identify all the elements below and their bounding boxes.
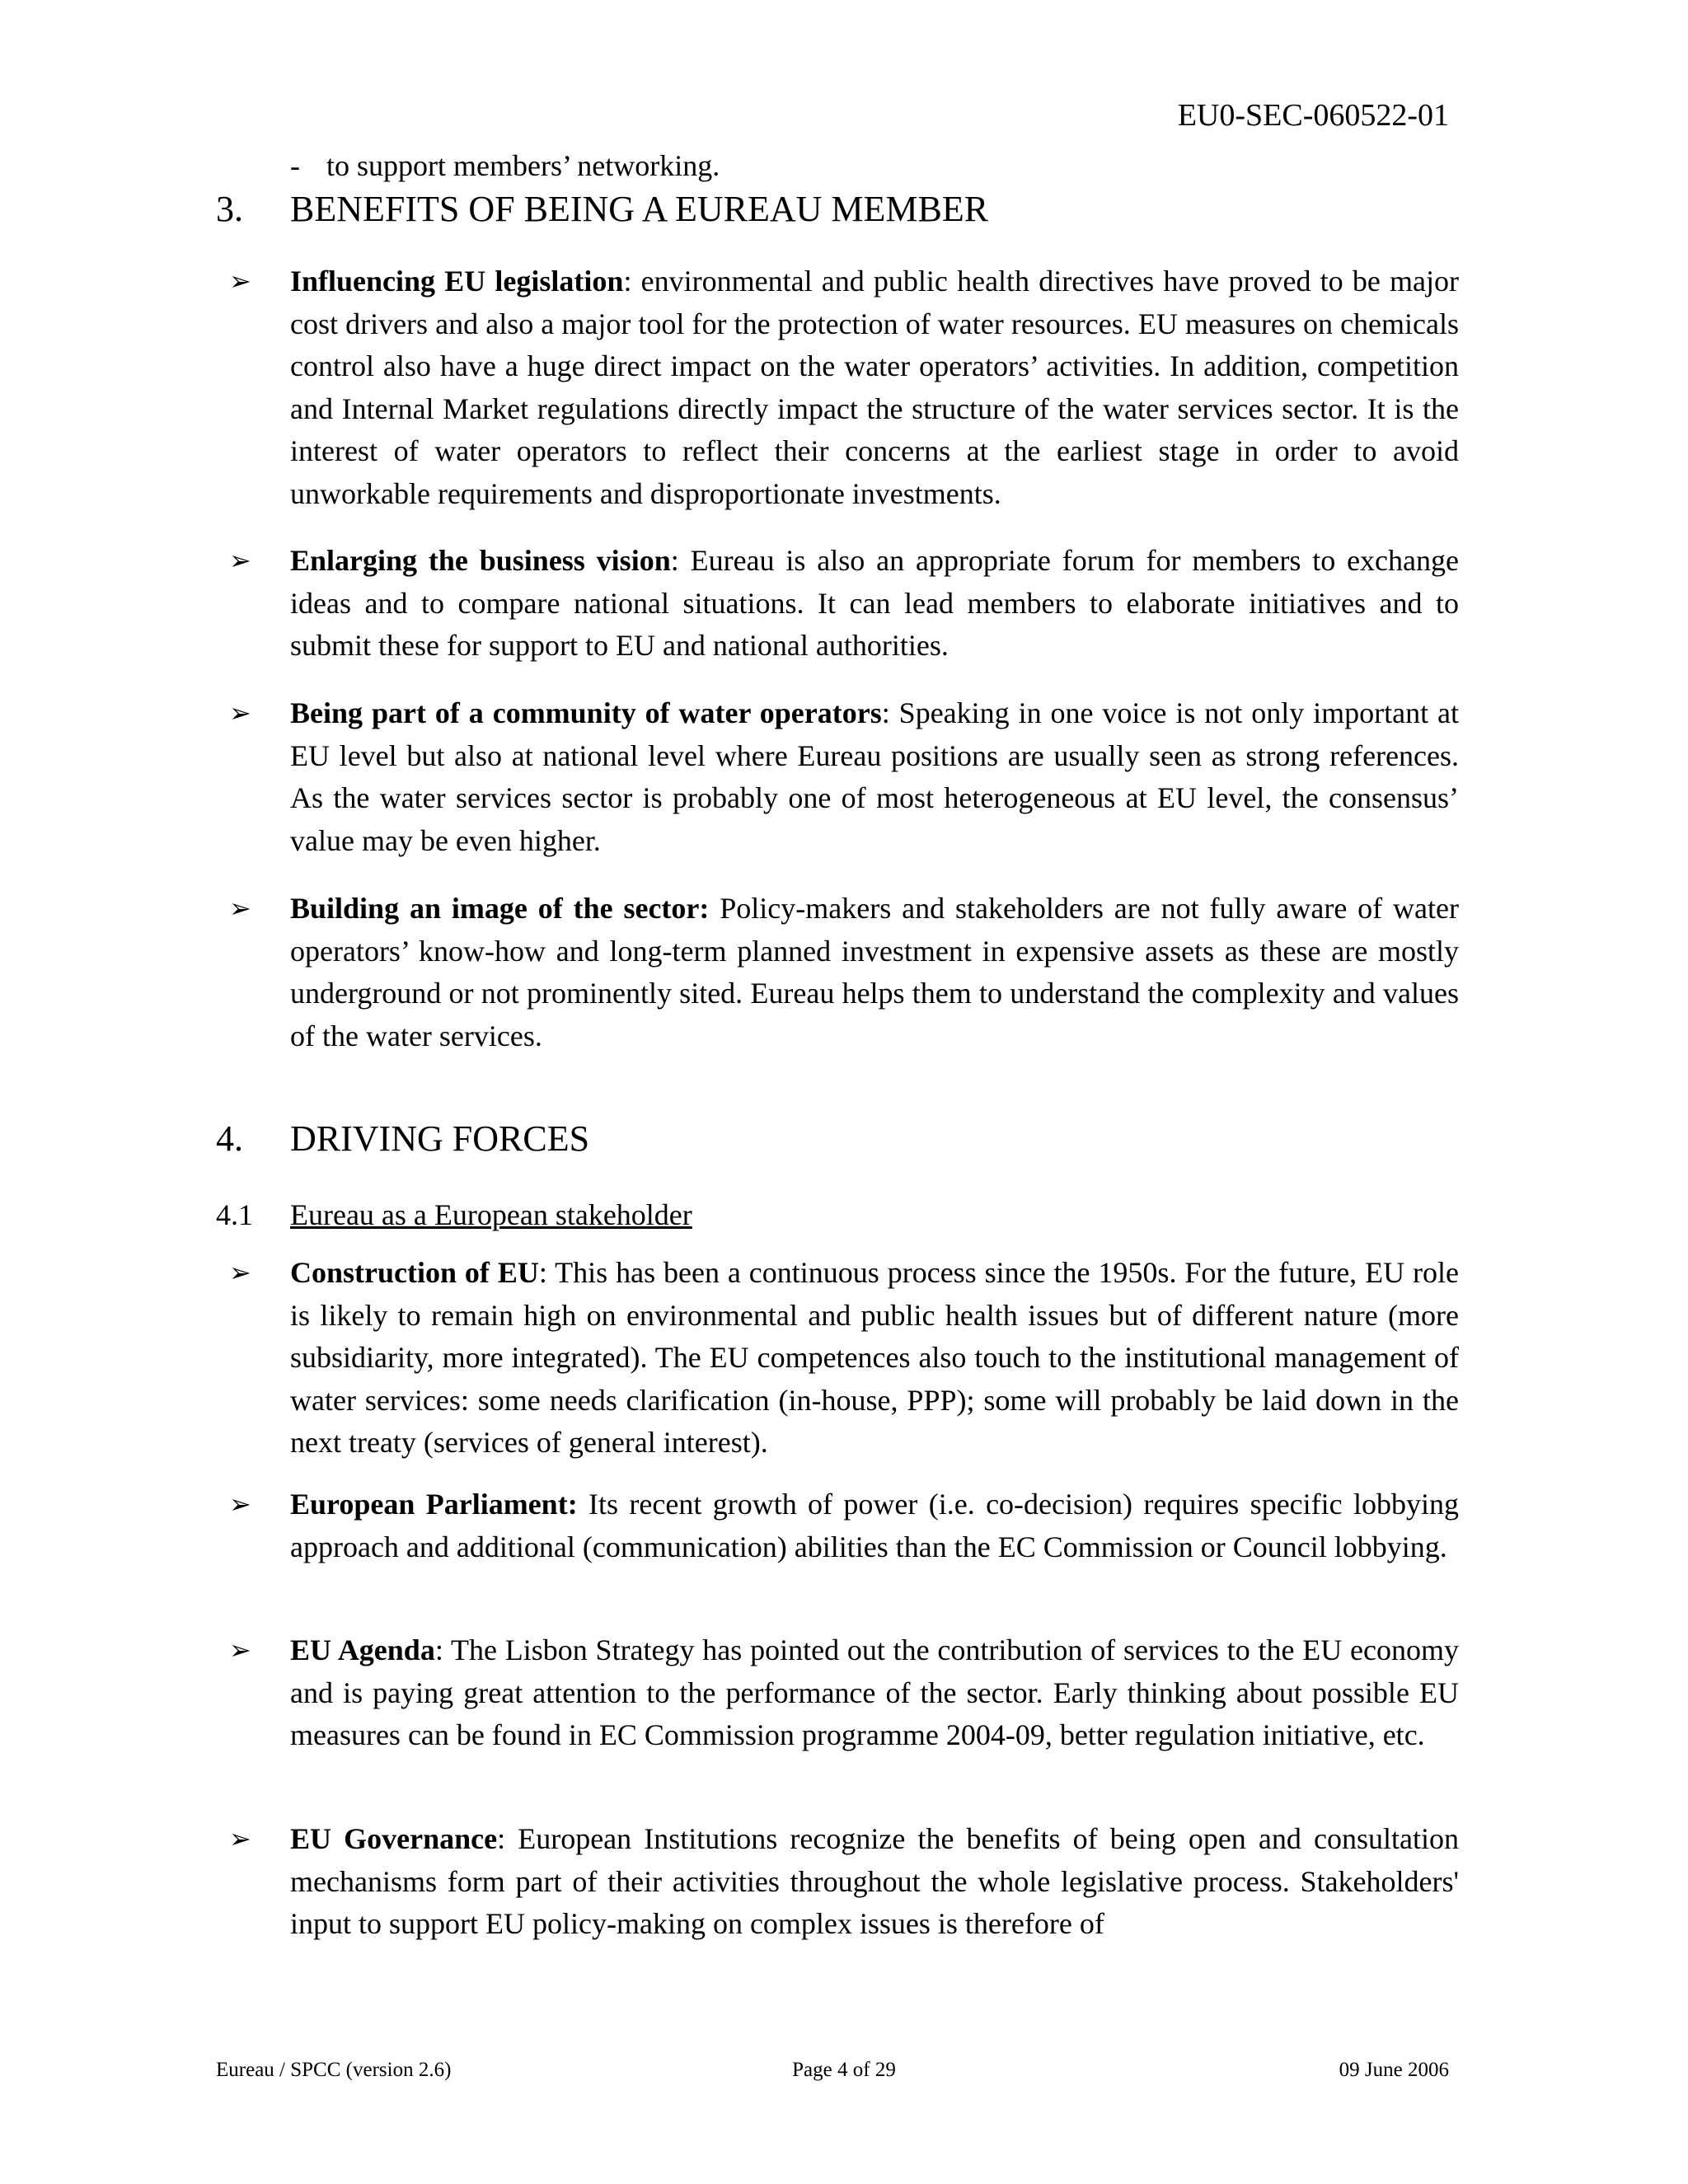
arrow-bullet-icon: ➢ (229, 1823, 251, 1854)
arrow-bullet-icon: ➢ (229, 893, 251, 924)
bullet-community-of-water-operators (229, 692, 1459, 862)
bullet-influencing-eu-legislation (229, 260, 1459, 515)
bullet-body (290, 260, 1459, 515)
footer-version: Eureau / SPCC (version 2.6) (216, 2059, 452, 2081)
bullet-separator: : (881, 696, 890, 729)
bullet-separator: : (538, 1256, 547, 1289)
intro-list-text: to support members’ networking. (326, 149, 720, 182)
bullet-term: Enlarging the business vision (290, 544, 671, 577)
bullet-separator: : (670, 544, 679, 577)
bullet-eu-governance (229, 1818, 1459, 1946)
bullet-enlarging-business-vision (229, 540, 1459, 668)
bullet-separator: : (434, 1633, 443, 1666)
section-3-heading (216, 188, 988, 230)
arrow-bullet-icon: ➢ (229, 697, 251, 729)
subsection-number: 4.1 (216, 1198, 253, 1231)
section-title: BENEFITS OF BEING A EUREAU MEMBER (290, 189, 989, 229)
section-number: 4. (216, 1118, 243, 1159)
bullet-term: EU Agenda (290, 1633, 435, 1666)
bullet-body (290, 1252, 1459, 1465)
bullet-construction-of-eu (229, 1252, 1459, 1465)
bullet-term: Construction of EU (290, 1256, 539, 1289)
subsection-4-1-heading (216, 1197, 692, 1232)
intro-list-item (290, 148, 720, 183)
bullet-text: Speaking in one voice is not only important at EU level but also at national level where Eureau positions are usually seen as strong references. As the water services sector is probably one of most heterogeneous at EU level, the consensus’ value may be even higher. (290, 696, 1460, 857)
bullet-separator: : (623, 265, 632, 298)
bullet-term: European Parliament: (290, 1488, 578, 1521)
bullet-body (290, 1818, 1459, 1946)
bullet-separator: : (497, 1822, 506, 1855)
bullet-term: EU Governance (290, 1822, 498, 1855)
arrow-bullet-icon: ➢ (229, 545, 251, 576)
bullet-text: Policy-makers and stakeholders are not fully aware of water operators’ know-how and long-term planned investment in expensive assets as these are mostly underground or not prominently sited. Eureau helps them to understand the complexity and values of the water services. (290, 892, 1459, 1052)
bullet-eu-agenda (229, 1629, 1459, 1757)
bullet-term: Building an image of the sector: (290, 892, 710, 925)
document-reference: EU0-SEC-060522-01 (1177, 98, 1449, 133)
bullet-body (290, 1629, 1459, 1757)
bullet-text: This has been a continuous process since the 1950s. For the future, EU role is likely to remain high on environmental and public health issues but of different nature (more subsidiarity, more integrated). The EU competences also touch to the institutional management of water services: some needs clarification (in-house, PPP); some will probably be laid down in the next treaty (services of general interest). (290, 1256, 1459, 1459)
section-4-heading (216, 1118, 589, 1160)
footer-page-number: Page 4 of 29 (792, 2059, 896, 2081)
footer-date: 09 June 2006 (1339, 2059, 1449, 2081)
bullet-text: European Institutions recognize the benefits of being open and consultation mechanisms form part of their activities throughout the whole legislative process. Stakeholders' input to support EU policy-making on complex issues is therefore of (290, 1822, 1459, 1940)
bullet-body (290, 540, 1459, 668)
section-number: 3. (216, 189, 243, 229)
bullet-text: Its recent growth of power (i.e. co-decision) requires specific lobbying approach and additional (communication) abilities than the EC Commission or Council lobbying. (290, 1488, 1459, 1563)
section-title: DRIVING FORCES (290, 1118, 590, 1159)
arrow-bullet-icon: ➢ (229, 1257, 251, 1288)
arrow-bullet-icon: ➢ (229, 1634, 251, 1666)
bullet-term: Influencing EU legislation (290, 265, 624, 298)
bullet-term: Being part of a community of water operators (290, 696, 882, 729)
bullet-body (290, 888, 1459, 1057)
bullet-building-image-of-sector (229, 888, 1459, 1057)
subsection-title: Eureau as a European stakeholder (290, 1198, 692, 1231)
arrow-bullet-icon: ➢ (229, 265, 251, 297)
arrow-bullet-icon: ➢ (229, 1488, 251, 1520)
bullet-european-parliament (229, 1483, 1459, 1568)
dash-marker: - (290, 149, 300, 182)
bullet-text: The Lisbon Strategy has pointed out the contribution of services to the EU economy and is paying great attention to the performance of the sector. Early thinking about possible EU measures can be found in EC Commission programme 2004-09, better regulation initiative, etc. (290, 1633, 1459, 1751)
bullet-body (290, 692, 1459, 862)
bullet-body (290, 1483, 1459, 1568)
bullet-text: environmental and public health directives have proved to be major cost drivers and also a major tool for the protection of water resources. EU measures on chemicals control also have a huge direct impact on the water operators’ activities. In addition, competition and Internal Market regulations directly impact the structure of the water services sector. It is the interest of water operators to reflect their concerns at the earliest stage in order to avoid unworkable requirements and disproportionate investments. (290, 265, 1459, 510)
bullet-text: Eureau is also an appropriate forum for members to exchange ideas and to compare national situations. It can lead members to elaborate initiatives and to submit these for support to EU and national authorities. (290, 544, 1459, 662)
